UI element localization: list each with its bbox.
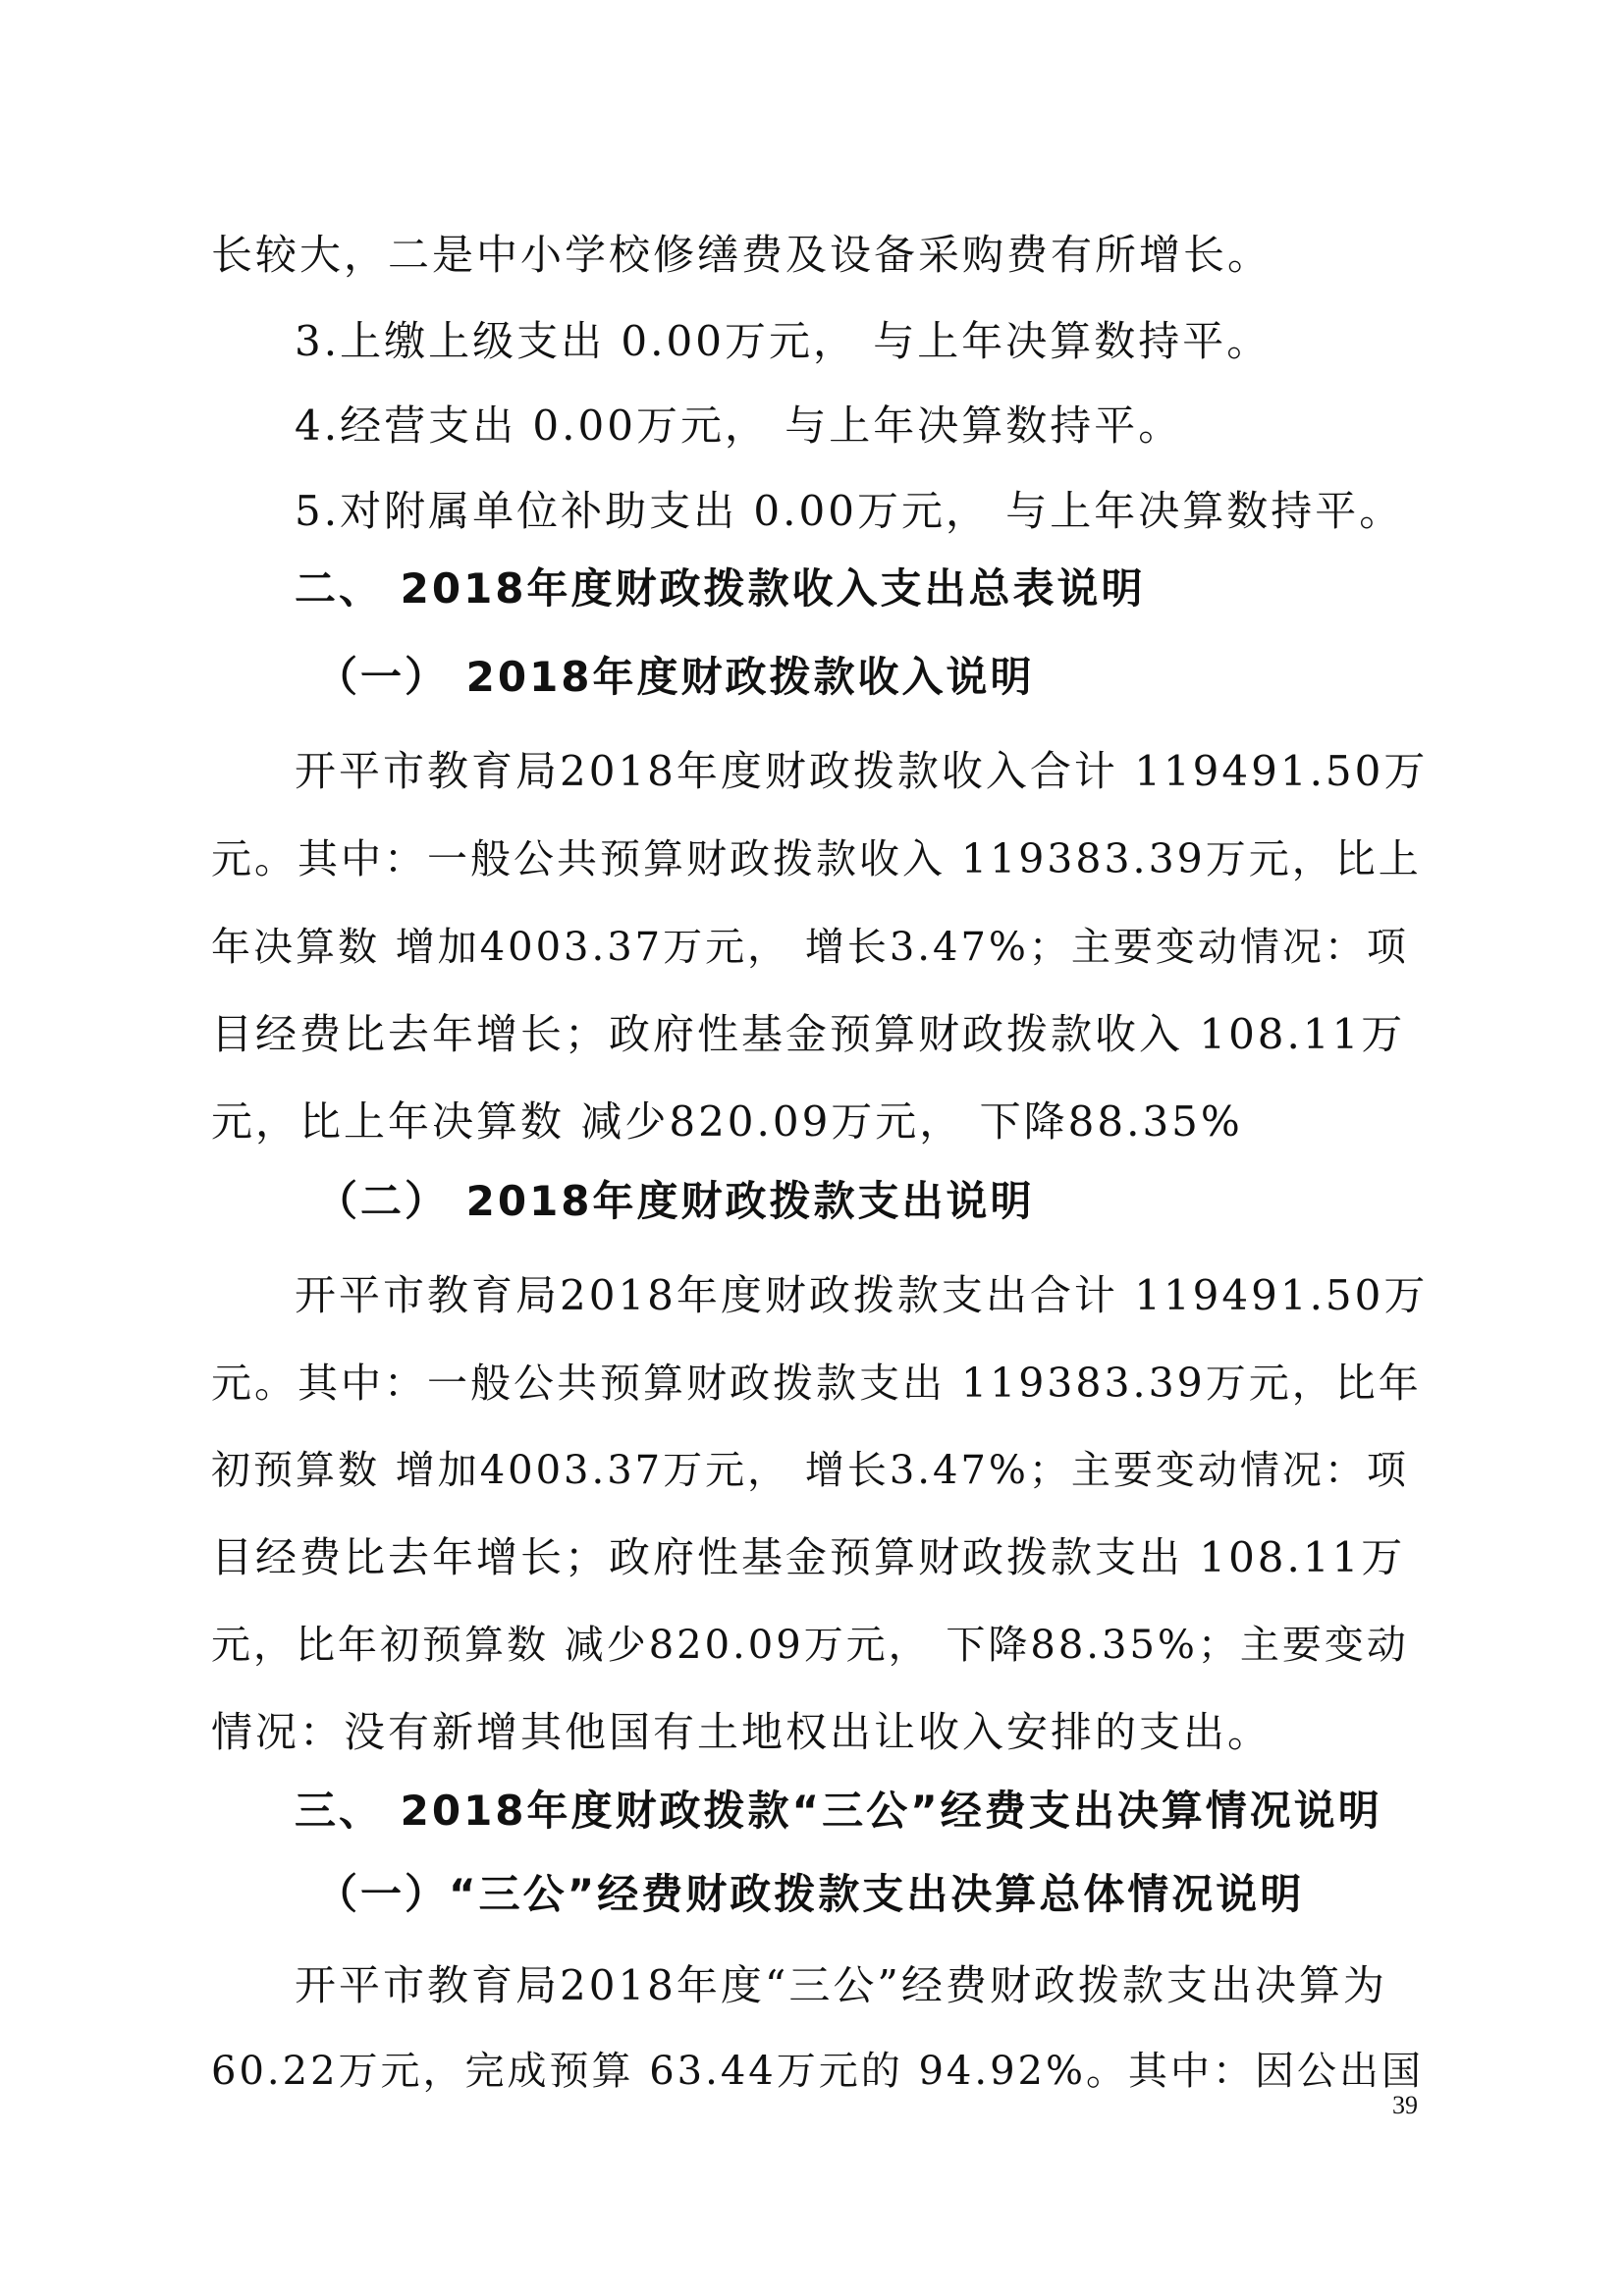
body-line: 长较大，二是中小学校修缮费及设备采购费有所增长。: [211, 231, 1272, 279]
body-line: 元。其中：一般公共预算财政拨款支出 119383.39万元，比年: [211, 1360, 1422, 1407]
body-line: 情况：没有新增其他国有土地权出让收入安排的支出。: [211, 1708, 1272, 1756]
body-line: 元，比上年决算数 减少820.09万元， 下降88.35%: [211, 1097, 1243, 1146]
body-line: 3.上缴上级支出 0.00万元， 与上年决算数持平。: [295, 317, 1272, 365]
body-line: 年决算数 增加4003.37万元， 增长3.47%；主要变动情况：项: [211, 925, 1409, 970]
subsection-heading: （一） 2018年度财政拨款收入说明: [316, 653, 1035, 701]
body-line: 开平市教育局2018年度财政拨款支出合计 119491.50万: [295, 1271, 1429, 1319]
section-heading: 三、 2018年度财政拨款“三公”经费支出决算情况说明: [295, 1787, 1382, 1835]
page-number: 39: [1392, 2091, 1418, 2119]
body-line: 目经费比去年增长；政府性基金预算财政拨款收入 108.11万: [211, 1010, 1406, 1058]
body-line: 初预算数 增加4003.37万元， 增长3.47%；主要变动情况：项: [211, 1448, 1409, 1493]
subsection-heading: （二） 2018年度财政拨款支出说明: [316, 1177, 1035, 1225]
subsection-heading: （一）“三公”经费财政拨款支出决算总体情况说明: [316, 1870, 1305, 1918]
body-line: 开平市教育局2018年度“三公”经费财政拨款支出决算为: [295, 1961, 1387, 2009]
body-line: 元。其中：一般公共预算财政拨款收入 119383.39万元，比上: [211, 835, 1422, 882]
body-line: 5.对附属单位补助支出 0.00万元， 与上年决算数持平。: [295, 487, 1404, 535]
section-heading: 二、 2018年度财政拨款收入支出总表说明: [295, 564, 1146, 613]
body-line: 60.22万元，完成预算 63.44万元的 94.92%。其中：因公出国: [211, 2049, 1424, 2094]
body-line: 目经费比去年增长；政府性基金预算财政拨款支出 108.11万: [211, 1533, 1406, 1581]
body-line: 4.经营支出 0.00万元， 与上年决算数持平。: [295, 401, 1183, 450]
body-line: 元，比年初预算数 减少820.09万元， 下降88.35%；主要变动: [211, 1623, 1409, 1668]
body-line: 开平市教育局2018年度财政拨款收入合计 119491.50万: [295, 747, 1429, 795]
